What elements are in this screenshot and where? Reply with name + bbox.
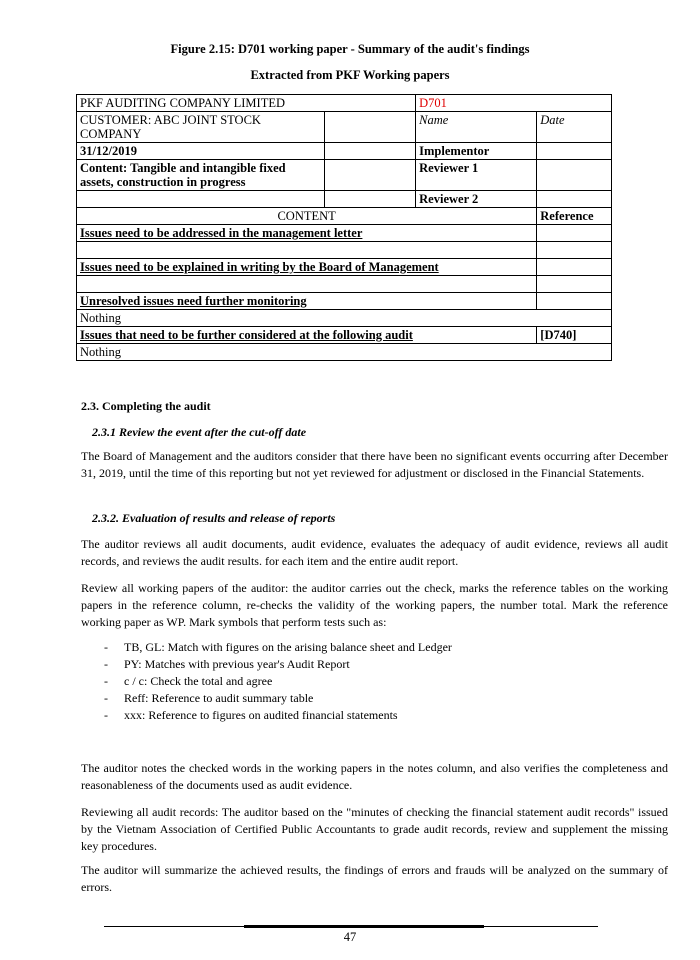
paragraph: The auditor notes the checked words in the working papers in the notes column, and also verifies the completeness and reasonableness of the documents used as audit evidence.: [81, 761, 668, 792]
paragraph: Review all working papers of the auditor: the auditor carries out the check, marks the reference tables on the working papers in the reference column, re-checks the validity of the working papers, the number total. Mark the reference working paper as WP. Mark symbols that perform tests such as:: [81, 581, 668, 629]
following-value-cell: Nothing: [77, 344, 612, 361]
following-ref-cell: [D740]: [537, 327, 612, 344]
table-row: [77, 344, 612, 361]
list-item: - Reff: Reference to audit summary table: [104, 691, 314, 705]
paragraph: The auditor reviews all audit documents, audit evidence, evaluates the adequacy of audit evidence, reviews all audit records, and reviews the audit results. for each item and the entire audit report.: [81, 537, 668, 568]
empty-cell: [537, 276, 612, 293]
empty-cell: [325, 160, 416, 191]
table-row: [77, 327, 612, 344]
period-cell: 31/12/2019: [77, 143, 325, 160]
board-explain-cell: Issues need to be explained in writing by the Board of Management: [77, 259, 537, 276]
figure-source: Extracted from PKF Working papers: [250, 68, 450, 82]
empty-cell: [537, 242, 612, 259]
company-cell: PKF AUDITING COMPANY LIMITED: [77, 95, 416, 112]
table-row: [77, 310, 612, 327]
content-label-cell: Content: Tangible and intangible fixed assets, construction in progress: [77, 160, 325, 191]
subsection-heading: 2.3.2. Evaluation of results and release of reports: [92, 511, 336, 525]
empty-cell: [325, 143, 416, 160]
empty-cell: [537, 259, 612, 276]
figure-caption: Figure 2.15: D701 working paper - Summary of the audit's findings: [170, 42, 530, 56]
table-row: [77, 293, 612, 310]
empty-cell: [537, 293, 612, 310]
empty-cell: [537, 191, 612, 208]
empty-cell: [325, 191, 416, 208]
empty-cell: [77, 276, 537, 293]
empty-cell: [77, 242, 537, 259]
unresolved-cell: Unresolved issues need further monitoring: [77, 293, 537, 310]
paragraph: Reviewing all audit records: The auditor based on the "minutes of checking the financial statement audit records" issued by the Vietnam Association of Certified Public Accountants to grade audit records, review and supplement the missing key procedures.: [81, 805, 668, 853]
table-row: [77, 225, 612, 242]
reviewer2-cell: Reviewer 2: [416, 191, 537, 208]
reviewer1-cell: Reviewer 1: [416, 160, 537, 191]
paragraph: The auditor will summarize the achieved results, the findings of errors and frauds will be analyzed on the summary of errors.: [81, 863, 668, 894]
symbol-list: [104, 639, 664, 724]
table-row: [77, 143, 612, 160]
empty-cell: [537, 160, 612, 191]
table-row: [77, 242, 612, 259]
working-paper-table: [76, 94, 612, 361]
mgmt-letter-cell: Issues need to be addressed in the management letter: [77, 225, 537, 242]
page-number: 47: [343, 930, 357, 944]
paragraph: The Board of Management and the auditors consider that there have been no significant events occurring after December 31, 2019, until the time of this reporting but not yet reviewed for adjustment or disclosed in the Financial Statements.: [81, 449, 668, 480]
code-cell: D701: [416, 95, 612, 112]
reference-header: Reference: [537, 208, 612, 225]
content-header: CONTENT: [77, 208, 537, 225]
footer-rule: [104, 926, 598, 927]
table-row: [77, 191, 612, 208]
empty-cell: [537, 143, 612, 160]
empty-cell: [537, 225, 612, 242]
following-cell: Issues that need to be further considered at the following audit: [77, 327, 537, 344]
empty-cell: [77, 191, 325, 208]
section-heading: 2.3. Completing the audit: [81, 399, 211, 413]
customer-cell: CUSTOMER: ABC JOINT STOCK COMPANY: [77, 112, 325, 143]
unresolved-value-cell: Nothing: [77, 310, 612, 327]
table-row: [77, 208, 612, 225]
table-row: [77, 95, 612, 112]
name-header: Name: [416, 112, 537, 143]
list-item: - PY: Matches with previous year's Audit Report: [104, 657, 350, 671]
date-header: Date: [537, 112, 612, 143]
implementor-cell: Implementor: [416, 143, 537, 160]
table-row: [77, 112, 612, 143]
table-row: [77, 160, 612, 191]
subsection-heading: 2.3.1 Review the event after the cut-off date: [92, 425, 307, 439]
table-row: [77, 259, 612, 276]
empty-cell: [325, 112, 416, 143]
list-item: - xxx: Reference to figures on audited financial statements: [104, 708, 398, 722]
list-item: - TB, GL: Match with figures on the arising balance sheet and Ledger: [104, 640, 452, 654]
list-item: - c / c: Check the total and agree: [104, 674, 273, 688]
table-row: [77, 276, 612, 293]
